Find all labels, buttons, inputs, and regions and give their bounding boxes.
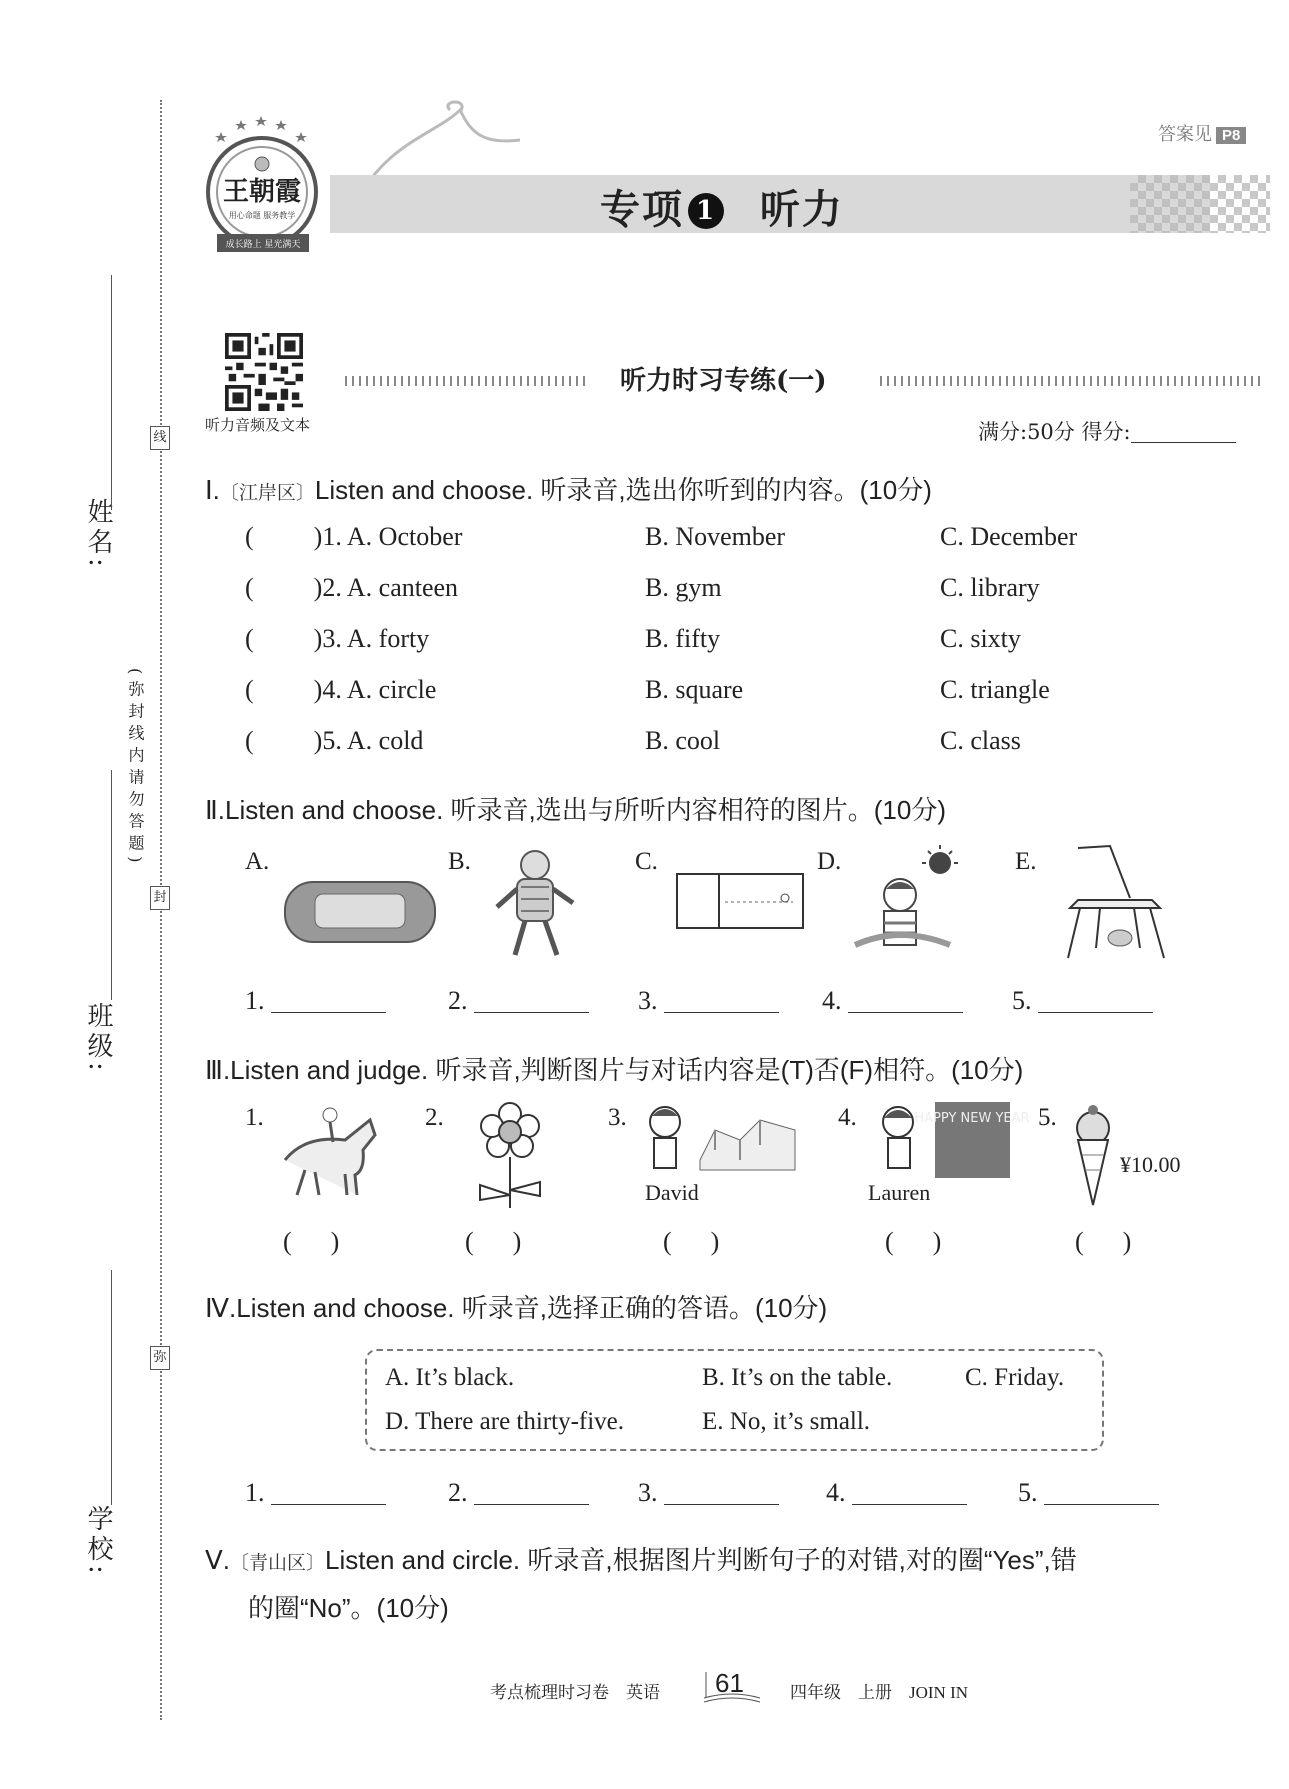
footer-left: 考点梳理时习卷 英语 [490, 1683, 660, 1702]
s1-row-4: ( )4. A. circle [245, 675, 437, 704]
section1-roman: Ⅰ [205, 476, 213, 505]
s2-answer-4[interactable]: 4. [822, 986, 963, 1016]
page-number: 61 [715, 1668, 744, 1698]
s3-answer-5[interactable]: ( ) [1075, 1227, 1132, 1256]
lauren-new-year-picture [870, 1100, 1030, 1180]
s3-label-4: 4. [838, 1104, 857, 1131]
class-label: 班级: [83, 1002, 113, 1075]
hot-boy-picture [850, 845, 970, 965]
answer-reference [1158, 120, 1246, 146]
qr-code-icon[interactable] [225, 333, 303, 411]
section5-instruction-2: 的圈“No”。(10分) [248, 1593, 449, 1623]
section3-heading: Ⅲ.Listen and judge. 听录音,判断图片与对话内容是(T)否(F)相符。(10分) [205, 1055, 1024, 1085]
s2-answer-1[interactable]: 1. [245, 986, 386, 1016]
section5-heading: Ⅴ.〔青山区〕Listen and circle. 听录音,根据图片判断句子的对错,对的圈“Yes”,错 [205, 1545, 1077, 1575]
practice-subtitle: 听力时习专练(一) [620, 366, 827, 396]
section4-instruction: Listen and choose. 听录音,选择正确的答语。(10分) [236, 1293, 828, 1323]
section1-instruction: Listen and choose. 听录音,选出你听到的内容。(10分) [314, 475, 932, 505]
s1-q1-b: B. November [645, 522, 786, 551]
svg-text:用心命题 服务教学: 用心命题 服务教学 [228, 211, 296, 220]
s2-label-a: A. [245, 848, 270, 875]
section5-instruction-1: Listen and circle. 听录音,根据图片判断句子的对错,对的圈“Yes”,错 [325, 1545, 1077, 1575]
s3-answer-4[interactable]: ( ) [885, 1227, 942, 1256]
s1-q2: )2. A. canteen [313, 573, 459, 602]
section5-roman: Ⅴ [205, 1546, 223, 1575]
s4-option-d: D. There are thirty-five. [385, 1408, 625, 1435]
binding-dotted-line [160, 100, 162, 1720]
door-picture [675, 872, 805, 932]
svg-text:王朝霞: 王朝霞 [222, 177, 302, 207]
s2-label-b: B. [448, 848, 471, 875]
s4-answer-2[interactable]: 2. [448, 1478, 589, 1508]
answer-reference-page: P8 [1216, 127, 1246, 144]
s1-q2-c: C. library [940, 573, 1040, 602]
section5-tag: 〔青山区〕 [230, 1553, 326, 1574]
topic-number: 1 [688, 193, 724, 229]
s3-label-3: 3. [608, 1104, 627, 1131]
section2-heading: Ⅱ.Listen and choose. 听录音,选出与所听内容相符的图片。(10分) [205, 795, 946, 825]
ice-cream-picture [1068, 1100, 1118, 1210]
s2-label-c: C. [635, 848, 658, 875]
horse-rider-picture [275, 1100, 385, 1200]
s3-label-1: 1. [245, 1104, 264, 1131]
s3-answer-1[interactable]: ( ) [283, 1227, 340, 1256]
margin-box-seal: 封 [150, 886, 170, 910]
s1-q3-c: C. sixty [940, 624, 1021, 653]
s4-answer-4[interactable]: 4. [826, 1478, 967, 1508]
score-line [978, 416, 1236, 446]
s2-label-d: D. [817, 848, 842, 875]
section1-heading: Ⅰ.〔江岸区〕Listen and choose. 听录音,选出你听到的内容。(10分) [205, 475, 932, 505]
s1-q3-b: B. fifty [645, 624, 721, 653]
s1-row-3: ( )3. A. forty [245, 624, 430, 653]
footer-right: 四年级 上册 JOIN IN [790, 1683, 969, 1702]
score-label: 满分:50分 得分: [978, 420, 1131, 444]
s1-q4-c: C. triangle [940, 675, 1050, 704]
tiger-picture [485, 845, 585, 965]
s1-row-1: ( )1. A. October [245, 522, 463, 551]
name-field[interactable] [111, 275, 112, 510]
score-blank[interactable] [1131, 422, 1236, 443]
s1-q3: )3. A. forty [313, 624, 430, 653]
flower-picture [470, 1100, 550, 1210]
s1-row-5: ( )5. A. cold [245, 726, 424, 755]
school-label: 学校: [83, 1505, 113, 1578]
s3-answer-3[interactable]: ( ) [663, 1227, 720, 1256]
s4-answer-5[interactable]: 5. [1018, 1478, 1159, 1508]
s4-option-b: B. It’s on the table. [702, 1364, 893, 1391]
topic-title: 听力 [759, 186, 844, 233]
section3-roman: Ⅲ [205, 1056, 223, 1085]
s1-q5: )5. A. cold [313, 726, 424, 755]
s1-q1: )1. A. October [313, 522, 463, 551]
s2-label-e: E. [1015, 848, 1037, 875]
s3-caption-price: ¥10.00 [1120, 1152, 1181, 1177]
s4-option-e: E. No, it’s small. [702, 1408, 871, 1435]
s3-label-2: 2. [425, 1104, 444, 1131]
s1-q4: )4. A. circle [313, 675, 437, 704]
school-field[interactable] [111, 1270, 112, 1505]
s2-answer-2[interactable]: 2. [448, 986, 589, 1016]
s4-option-a: A. It’s black. [385, 1364, 515, 1391]
section2-roman: Ⅱ [205, 796, 218, 825]
new-year-sign-text: HAPPY NEW YEAR [914, 1111, 1030, 1126]
s4-option-c: C. Friday. [965, 1364, 1065, 1391]
chair-picture [1060, 838, 1170, 968]
s1-q1-c: C. December [940, 522, 1078, 551]
s3-label-5: 5. [1038, 1104, 1057, 1131]
margin-box-line: 线 [150, 426, 170, 450]
s1-q5-b: B. cool [645, 726, 721, 755]
s1-row-2: ( )2. A. canteen [245, 573, 459, 602]
section3-instruction: Listen and judge. 听录音,判断图片与对话内容是(T)否(F)相符。(10分) [230, 1055, 1024, 1085]
answer-reference-label: 答案见 [1158, 124, 1212, 144]
class-field[interactable] [111, 770, 112, 1000]
ticks-right [880, 376, 1260, 386]
ticks-left [345, 376, 590, 386]
david-great-wall-picture [640, 1100, 800, 1180]
s3-caption-lauren: Lauren [868, 1180, 931, 1205]
s3-caption-david: David [645, 1180, 699, 1205]
s2-answer-3[interactable]: 3. [638, 986, 779, 1016]
section2-instruction: Listen and choose. 听录音,选出与所听内容相符的图片。(10分) [225, 795, 946, 825]
header-checker-pattern [1130, 175, 1270, 233]
page-title [600, 178, 844, 235]
wangzhaoxia-logo [195, 112, 330, 262]
s3-answer-2[interactable]: ( ) [465, 1227, 522, 1256]
section4-roman: Ⅳ [205, 1294, 229, 1323]
s4-answer-1[interactable]: 1. [245, 1478, 386, 1508]
s1-q2-b: B. gym [645, 573, 722, 602]
name-label: 姓名: [83, 498, 113, 571]
qr-label: 听力音频及文本 [205, 416, 311, 434]
section1-tag: 〔江岸区〕 [219, 483, 315, 504]
eraser-picture [280, 870, 440, 950]
margin-box-mi: 弥 [150, 1346, 170, 1370]
topic-prefix: 专项 [600, 186, 684, 233]
s2-answer-5[interactable]: 5. [1012, 986, 1153, 1016]
s1-q4-b: B. square [645, 675, 744, 704]
section4-heading: Ⅳ.Listen and choose. 听录音,选择正确的答语。(10分) [205, 1293, 828, 1323]
s1-q5-c: C. class [940, 726, 1021, 755]
svg-text:成长路上 星光满天: 成长路上 星光满天 [225, 240, 301, 250]
seal-note: (弥封线内请勿答题) [126, 668, 145, 869]
s4-answer-3[interactable]: 3. [638, 1478, 779, 1508]
